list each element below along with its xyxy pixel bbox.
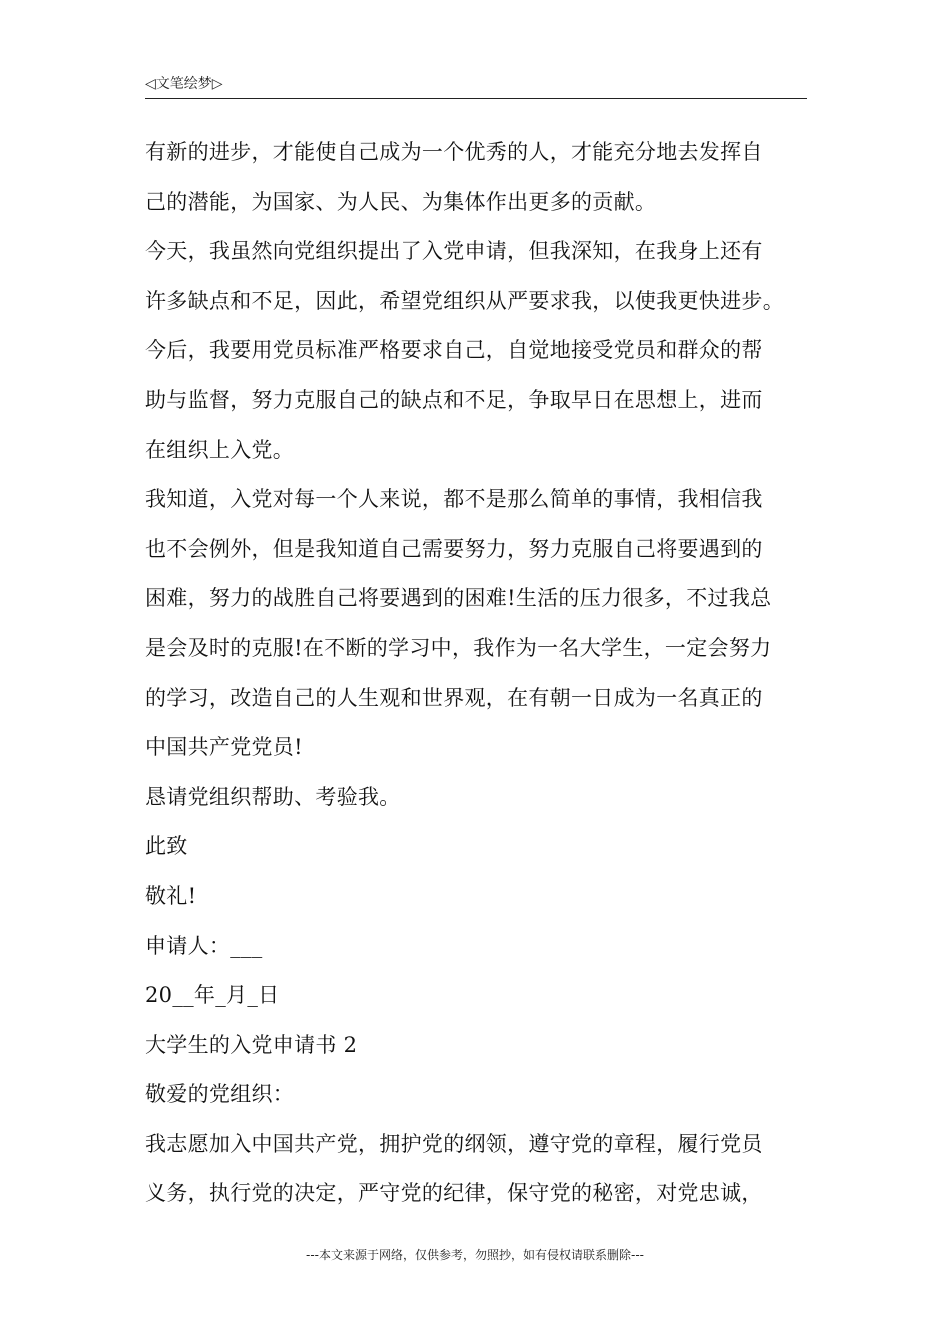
text-line: 是会及时的克服!在不断的学习中，我作为一名大学生，一定会努力 [145, 635, 772, 660]
text-line: 的学习，改造自己的人生观和世界观，在有朝一日成为一名真正的 [145, 685, 763, 710]
text-line: 有新的进步，才能使自己成为一个优秀的人，才能充分地去发挥自 [145, 140, 763, 164]
text-line: 己的潜能，为国家、为人民、为集体作出更多的贡献。 [145, 189, 657, 214]
closing-salutation: 此致 [145, 834, 188, 859]
text-line: 困难，努力的战胜自己将要遇到的困难!生活的压力很多，不过我总 [145, 586, 772, 611]
text-line: 助与监督，努力克服自己的缺点和不足，争取早日在思想上，进而 [145, 387, 763, 412]
text-line: 许多缺点和不足，因此，希望党组织从严要求我，以使我更快进步。 [145, 288, 784, 313]
text-line: 今天，我虽然向党组织提出了入党申请，但我深知，在我身上还有 [145, 239, 763, 264]
header-title: ◁文笔绘梦▷ [145, 76, 223, 92]
text-line: 义务，执行党的决定，严守党的纪律，保守党的秘密，对党忠诚， [145, 1181, 763, 1206]
section-title: 大学生的入党申请书 2 [145, 1032, 358, 1057]
date-line: 20__年_月_日 [145, 983, 280, 1008]
page-footer: ---本文来源于网络，仅供参考，勿照抄，如有侵权请联系删除--- [306, 1248, 644, 1262]
text-line: 恳请党组织帮助、考验我。 [145, 784, 401, 809]
closing-regards: 敬礼! [145, 883, 197, 908]
text-line: 我知道，入党对每一个人来说，都不是那么简单的事情，我相信我 [145, 487, 763, 512]
document-body [145, 128, 813, 1219]
page-header [145, 74, 807, 99]
text-line: 中国共产党党员! [145, 735, 303, 760]
text-line: 我志愿加入中国共产党，拥护党的纲领，遵守党的章程，履行党员 [145, 1131, 763, 1156]
text-line: 在组织上入党。 [145, 437, 295, 462]
text-line: 也不会例外，但是我知道自己需要努力，努力克服自己将要遇到的 [145, 536, 763, 561]
text-line: 今后，我要用党员标准严格要求自己，自觉地接受党员和群众的帮 [145, 338, 763, 363]
greeting-line: 敬爱的党组织： [145, 1082, 295, 1107]
applicant-signature-line: 申请人：___ [145, 933, 263, 958]
